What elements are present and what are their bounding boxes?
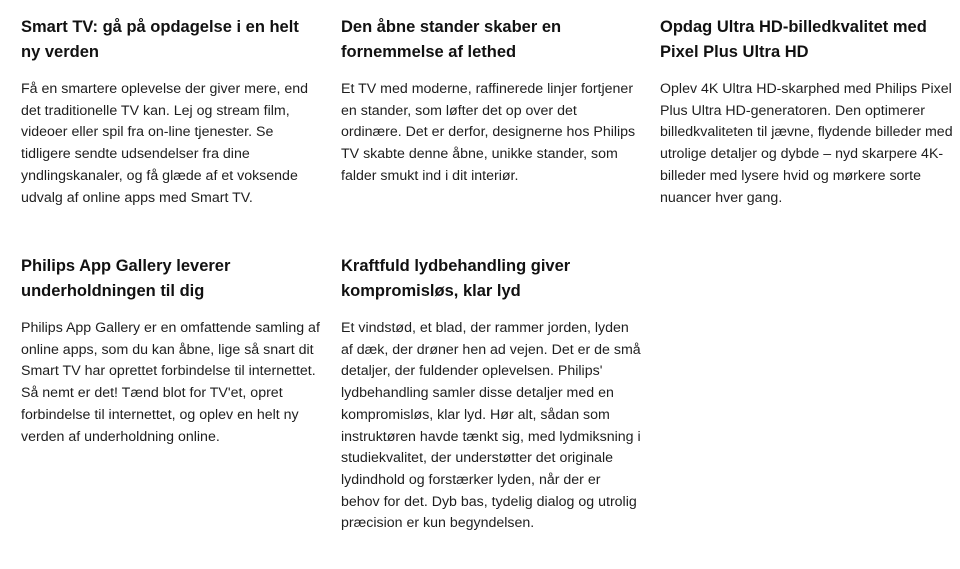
feature-open-stand — [341, 15, 641, 188]
feature-title: Philips App Gallery leverer underholdningen til dig — [21, 257, 231, 300]
feature-ultra-hd — [660, 15, 960, 209]
feature-app-gallery — [21, 254, 321, 448]
feature-description: Philips App Gallery er en omfattende samling af online apps, som du kan åbne, lige så snart dit Smart TV har oprettet forbindelse til internettet. Så nemt er det! Tænd blot for TV'et, opret forbindelse til internettet, og oplev en helt ny verden af underholdning online. — [21, 320, 320, 445]
feature-sound-processing — [341, 254, 641, 535]
feature-description: Få en smartere oplevelse der giver mere, end det traditionelle TV kan. Lej og stream film, videoer eller spil fra on-line tjenester. Se tidligere sendte udsendelser fra dine yndlingskanaler, og få glæde af et voksende udvalg af online apps med Smart TV. — [21, 81, 309, 206]
feature-title: Den åbne stander skaber en fornemmelse af lethed — [341, 18, 562, 61]
feature-description: Et vindstød, et blad, der rammer jorden, lyden af dæk, der drøner hen ad vejen. Det er de små detaljer, der fuldender oplevelsen. Philips' lydbehandling samler disse detaljer med en kompromisløs, klar lyd. Hør alt, sådan som instruktøren havde tænkt sig, med lydmiksning i studiekvalitet, der understøtter det originale lydindhold og forstærker lyden, når der er behov for det. Dyb bas, tydelig dialog og utrolig præcision er kun begyndelsen. — [341, 320, 641, 532]
feature-smart-tv — [21, 15, 321, 209]
feature-title: Kraftfuld lydbehandling giver kompromisløs, klar lyd — [341, 257, 571, 300]
feature-title: Opdag Ultra HD-billedkvalitet med Pixel Plus Ultra HD — [660, 18, 927, 61]
feature-description: Et TV med moderne, raffinerede linjer fortjener en stander, som løfter det op over det ordinære. Det er derfor, designerne hos Philips TV skabte denne åbne, unikke stander, som falder smukt ind i dit interiør. — [341, 81, 636, 184]
feature-title: Smart TV: gå på opdagelse i en helt ny verden — [21, 18, 299, 61]
feature-description: Oplev 4K Ultra HD-skarphed med Philips Pixel Plus Ultra HD-generatoren. Den optimerer billedkvaliteten til jævne, flydende billeder med utrolige detaljer og dybde – nyd skarpere 4K-billeder med lysere hvid og mørkere sorte nuancer hver gang. — [660, 81, 953, 206]
